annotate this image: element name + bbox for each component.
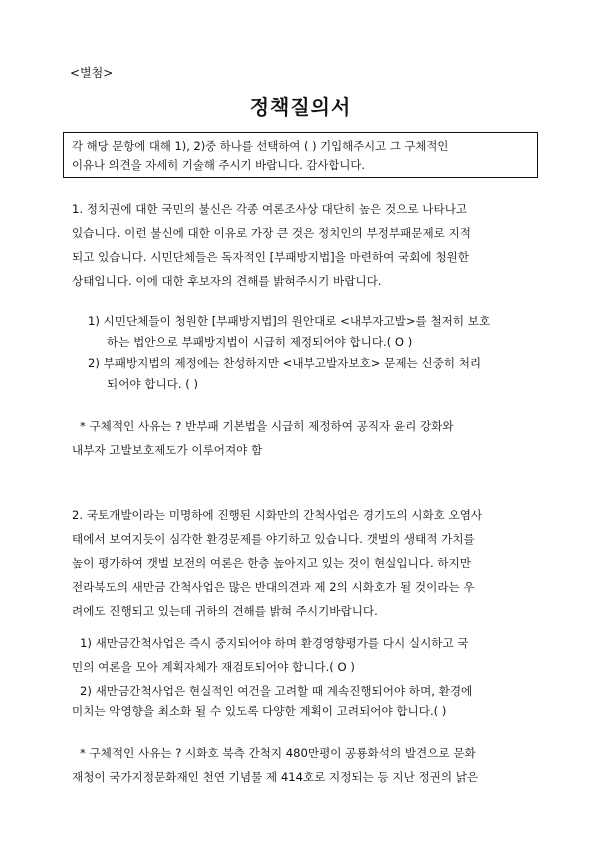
q2-option-2: 2) 새만금간척사업은 현실적인 여건을 고려할 때 계속진행되어야 하며, 환경에 [80, 684, 473, 698]
instruction-box [63, 132, 538, 178]
q1-option-1: 1) 시민단체들이 청원한 [부패방지법]의 원안대로 <내부자고발>를 철저히 보호 [88, 314, 491, 328]
q2-paragraph-line: 2. 국토개발이라는 미명하에 진행된 시화만의 간척사업은 경기도의 시화호 오염사 [72, 508, 483, 522]
q2-option-1: 1) 새만금간척사업은 즉시 중지되어야 하며 환경영향평가를 다시 실시하고 국 [80, 636, 469, 650]
q1-paragraph-line: 되고 있습니다. 시민단체들은 독자적인 [부패방지법]을 마련하여 국회에 청원한 [72, 250, 469, 264]
q1-reason: * 구체적인 사유는 ? 반부패 기본법을 시급히 제정하여 공직자 윤리 강화와 [80, 419, 454, 433]
q1-paragraph-line: 있습니다. 이런 불신에 대한 이유로 가장 큰 것은 정치인의 부정부패문제로 지적 [72, 226, 471, 240]
instruction-line: 이유나 의견을 자세히 기술해 주시기 바랍니다. 감사합니다. [72, 158, 366, 172]
q1-option-2: 되어야 합니다. ( ) [107, 377, 198, 391]
q2-reason: * 구체적인 사유는 ? 시화호 북측 간척지 480만평이 공룡화석의 발견으로 문화 [80, 746, 476, 760]
q2-option-1: 민의 여론을 모아 계획자체가 재검토되어야 합니다.( O ) [72, 660, 355, 674]
q1-option-1: 하는 법안으로 부패방지법이 시급히 제정되어야 합니다.( O ) [107, 335, 413, 349]
q1-paragraph-line: 상태입니다. 이에 대한 후보자의 견해를 밝혀주시기 바랍니다. [72, 274, 382, 288]
page-title: 정책질의서 [249, 95, 352, 119]
q1-option-2: 2) 부패방지법의 제정에는 찬성하지만 <내부고발자보호> 문제는 신중히 처리 [88, 356, 482, 370]
attachment-label: <별첨> [70, 66, 114, 80]
q2-paragraph-line: 려에도 진행되고 있는데 귀하의 견해를 밝혀 주시기바랍니다. [72, 604, 378, 618]
q2-option-2: 미치는 악영향을 최소화 될 수 있도록 다양한 계획이 고려되어야 합니다.( ) [72, 704, 447, 718]
q2-reason: 재청이 국가지정문화재인 천연 기념물 제 414호로 지정되는 등 지난 정권의 낡은 [72, 770, 479, 784]
instruction-line: 각 해당 문항에 대해 1), 2)중 하나를 선택하여 ( ) 기입해주시고 그 구체적인 [72, 139, 449, 153]
q1-reason: 내부자 고발보호제도가 이루어져야 함 [72, 443, 263, 457]
q2-paragraph-line: 태에서 보여지듯이 심각한 환경문제를 야기하고 있습니다. 갯벌의 생태적 가치를 [72, 532, 475, 546]
q1-paragraph-line: 1. 정치권에 대한 국민의 불신은 각종 여론조사상 대단히 높은 것으로 나타나고 [72, 202, 468, 216]
q2-paragraph-line: 전라북도의 새만금 간척사업은 많은 반대의견과 제 2의 시화호가 될 것이라는 우 [72, 580, 475, 594]
q2-paragraph-line: 높이 평가하여 갯벌 보전의 여론은 한층 높아지고 있는 것이 현실입니다. 하지만 [72, 556, 471, 570]
